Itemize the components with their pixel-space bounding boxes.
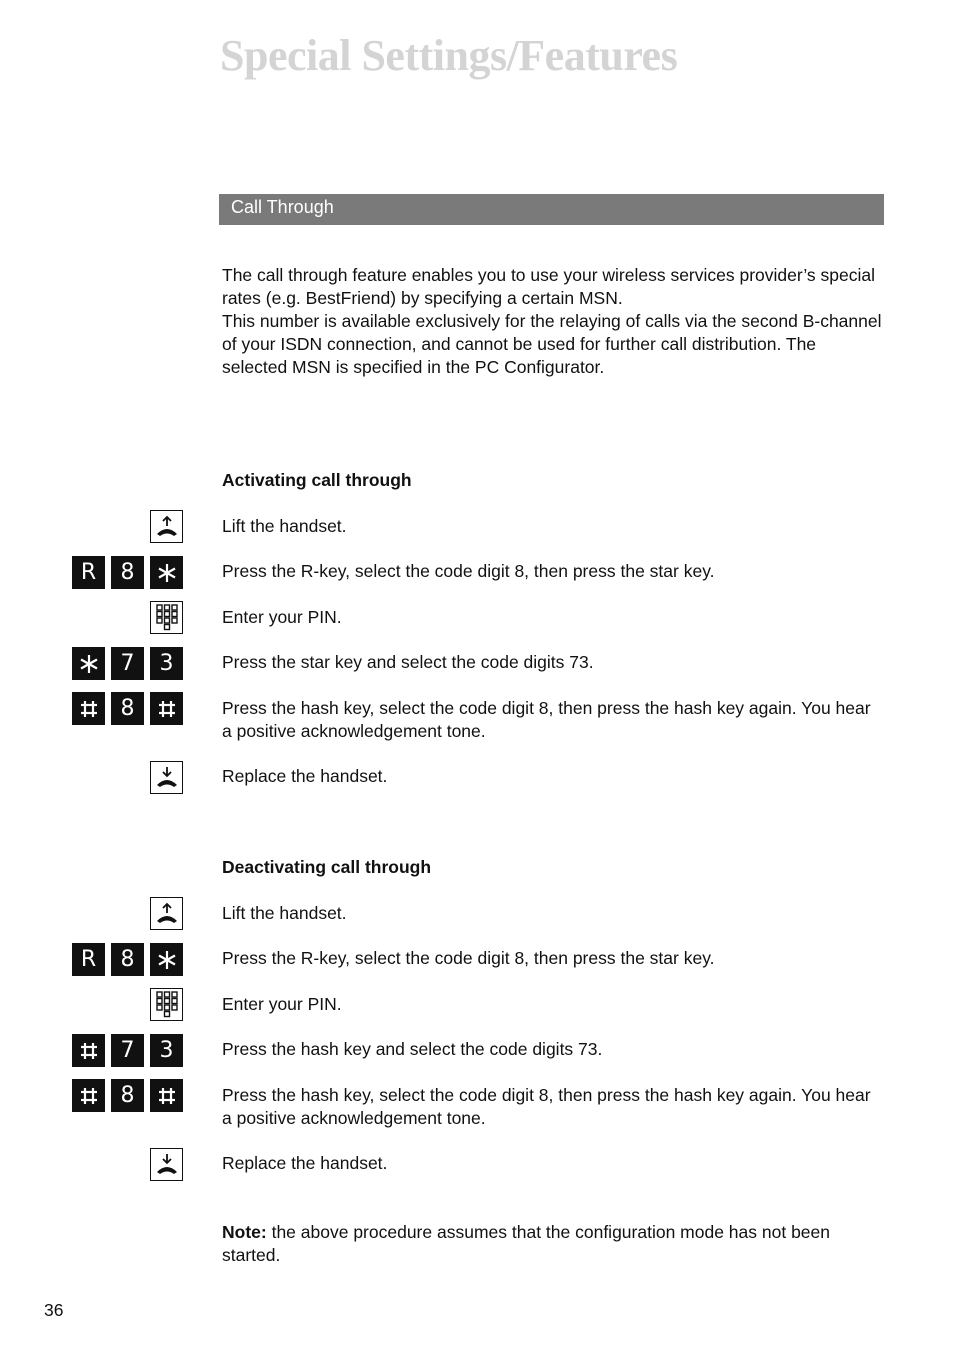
key-sequence-r8star <box>72 556 183 589</box>
note-label: Note: <box>222 1222 267 1242</box>
page-title: Special Settings/Features <box>220 31 678 80</box>
key-sequence-star73 <box>72 647 183 680</box>
handset-replace-icon <box>150 1148 183 1181</box>
step-text: Replace the handset. <box>222 766 388 786</box>
digit-8-key: 8 <box>111 943 144 976</box>
activating-heading: Activating call through <box>222 470 412 490</box>
step-text: Press the R-key, select the code digit 8, then press the star key. <box>222 561 715 581</box>
digit-3-key: 3 <box>150 1034 183 1067</box>
hash-key <box>72 1034 105 1067</box>
key-sequence-hash73 <box>72 1034 183 1067</box>
hash-key <box>72 692 105 725</box>
page-number: 36 <box>44 1300 64 1320</box>
step-text: Enter your PIN. <box>222 607 342 627</box>
r-key: R <box>72 943 105 976</box>
deactivating-heading: Deactivating call through <box>222 857 432 877</box>
handset-lift-icon <box>150 510 183 543</box>
intro-text <box>222 264 884 379</box>
digit-8-key: 8 <box>111 1079 144 1112</box>
key-sequence-r8star <box>72 943 183 976</box>
step-text: Press the hash key and select the code digits 73. <box>222 1039 603 1059</box>
step-text: Press the R-key, select the code digit 8, then press the star key. <box>222 948 715 968</box>
digit-8-key: 8 <box>111 692 144 725</box>
section-header-bar <box>219 194 884 225</box>
step-text: Press the hash key, select the code digit 8, then press the hash key again. You hear a positive acknowledgement tone. <box>222 698 871 741</box>
digit-7-key: 7 <box>111 647 144 680</box>
step-text: Lift the handset. <box>222 903 347 923</box>
r-key: R <box>72 556 105 589</box>
digit-3-key: 3 <box>150 647 183 680</box>
step-text: Enter your PIN. <box>222 994 342 1014</box>
star-key <box>150 556 183 589</box>
key-sequence-hash8hash <box>72 692 183 725</box>
handset-replace-icon <box>150 761 183 794</box>
step-text: Press the star key and select the code digits 73. <box>222 652 594 672</box>
section-title: Call Through <box>231 197 334 217</box>
note-text: the above procedure assumes that the configuration mode has not been started. <box>222 1222 831 1265</box>
key-sequence-hash8hash <box>72 1079 183 1112</box>
keypad-icon <box>150 988 183 1021</box>
keypad-icon <box>150 601 183 634</box>
step-text: Lift the handset. <box>222 516 347 536</box>
digit-8-key: 8 <box>111 556 144 589</box>
step-text: Replace the handset. <box>222 1153 388 1173</box>
hash-key <box>150 1079 183 1112</box>
intro-paragraph: The call through feature enables you to use your wireless services provider’s special rates (e.g. BestFriend) by specifying a certain MSN. <box>222 265 876 308</box>
step-text: Press the hash key, select the code digit 8, then press the hash key again. You hear a positive acknowledgement tone. <box>222 1085 871 1128</box>
digit-7-key: 7 <box>111 1034 144 1067</box>
star-key <box>150 943 183 976</box>
handset-lift-icon <box>150 897 183 930</box>
note <box>222 1221 884 1267</box>
hash-key <box>72 1079 105 1112</box>
intro-paragraph: This number is available exclusively for the relaying of calls via the second B-channel of your ISDN connection, and cannot be used for further call distribution. The selected MSN is specified in the PC Configurator. <box>222 311 882 377</box>
star-key <box>72 647 105 680</box>
hash-key <box>150 692 183 725</box>
